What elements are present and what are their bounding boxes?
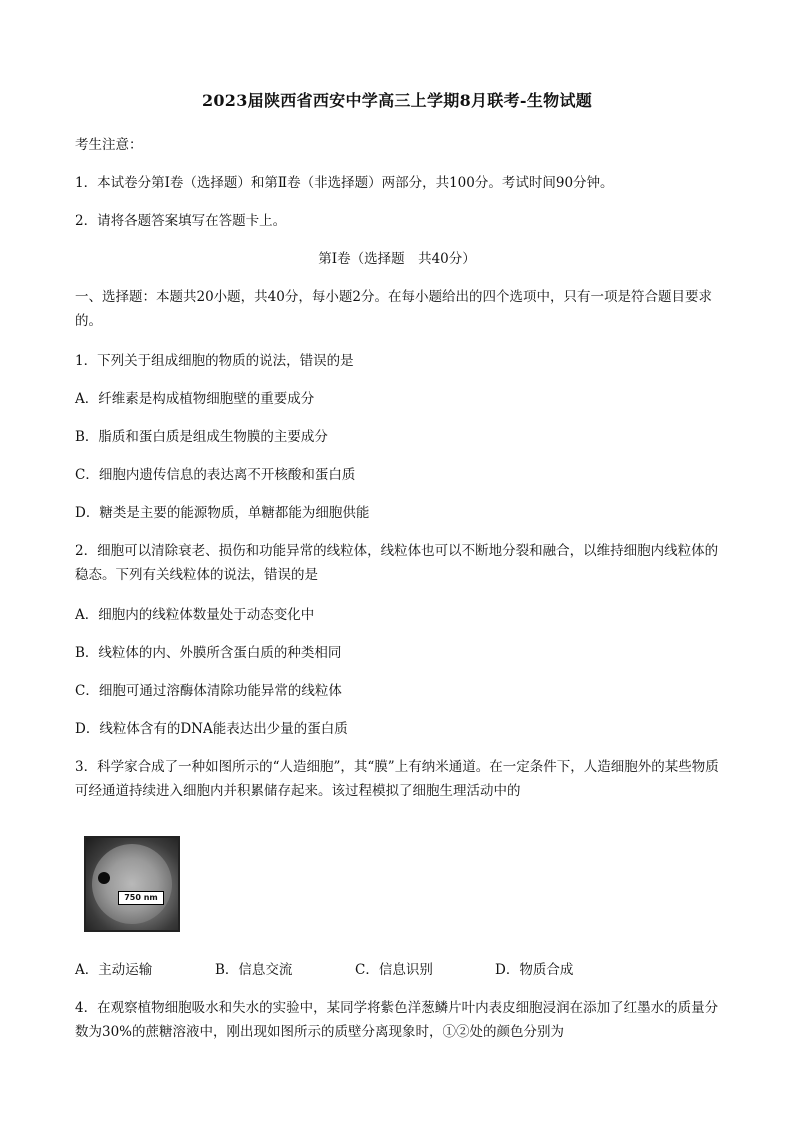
question-1-option-c: C．细胞内遗传信息的表达离不开核酸和蛋白质 — [75, 467, 356, 483]
question-3-option-b: B．信息交流 — [215, 962, 293, 978]
notice-heading: 考生注意： — [75, 137, 143, 153]
question-4-stem: 4．在观察植物细胞吸水和失水的实验中，某同学将紫色洋葱鳞片叶内表皮细胞浸润在添加了红墨水的质量分数为30%的蔗糖溶液中，刚出现如图所示的质壁分离现象时，①②处的颜色分别为 — [75, 1000, 719, 1040]
question-3-option-a: A．主动运输 — [75, 962, 153, 978]
scale-label: 750 nm — [118, 891, 164, 905]
question-2-stem: 2．细胞可以清除衰老、损伤和功能异常的线粒体，线粒体也可以不断地分裂和融合，以维持细胞内线粒体的稳态。下列有关线粒体的说法，错误的是 — [75, 543, 719, 583]
question-1-stem: 1．下列关于组成细胞的物质的说法，错误的是 — [75, 353, 354, 369]
question-1-option-d: D．糖类是主要的能源物质，单糖都能为细胞供能 — [75, 505, 370, 521]
question-1-option-a: A．纤维素是构成植物细胞壁的重要成分 — [75, 391, 315, 407]
question-2-option-a: A．细胞内的线粒体数量处于动态变化中 — [75, 607, 315, 623]
artificial-cell-image — [92, 844, 172, 924]
section-intro: 一、选择题：本题共20小题，共40分，每小题2分。在每小题给出的四个选项中，只有一项是符合题目要求的。 — [75, 289, 712, 329]
question-1-option-b: B．脂质和蛋白质是组成生物膜的主要成分 — [75, 429, 328, 445]
page-title: 2023届陕西省西安中学高三上学期8月联考-生物试题 — [201, 91, 593, 110]
section-heading: 第Ⅰ卷（选择题 共40分） — [318, 251, 476, 267]
question-2-option-d: D．线粒体含有的DNA能表达出少量的蛋白质 — [75, 721, 348, 737]
question-3-stem: 3．科学家合成了一种如图所示的“人造细胞”，其“膜”上有纳米通道。在一定条件下，人造细胞外的某些物质可经通道持续进入细胞内并积累储存起来。该过程模拟了细胞生理活动中的 — [75, 759, 719, 799]
artificial-cell-figure — [84, 836, 180, 932]
question-2-option-b: B．线粒体的内、外膜所含蛋白质的种类相同 — [75, 645, 342, 661]
question-3-option-c: C．信息识别 — [355, 962, 433, 978]
notice-item-1: 1．本试卷分第Ⅰ卷（选择题）和第Ⅱ卷（非选择题）两部分，共100分。考试时间90分钟。 — [75, 175, 614, 191]
question-3-option-d: D．物质合成 — [495, 962, 574, 978]
question-2-option-c: C．细胞可通过溶酶体清除功能异常的线粒体 — [75, 683, 342, 699]
notice-item-2: 2．请将各题答案填写在答题卡上。 — [75, 213, 287, 229]
nano-channel-dot — [98, 872, 110, 884]
